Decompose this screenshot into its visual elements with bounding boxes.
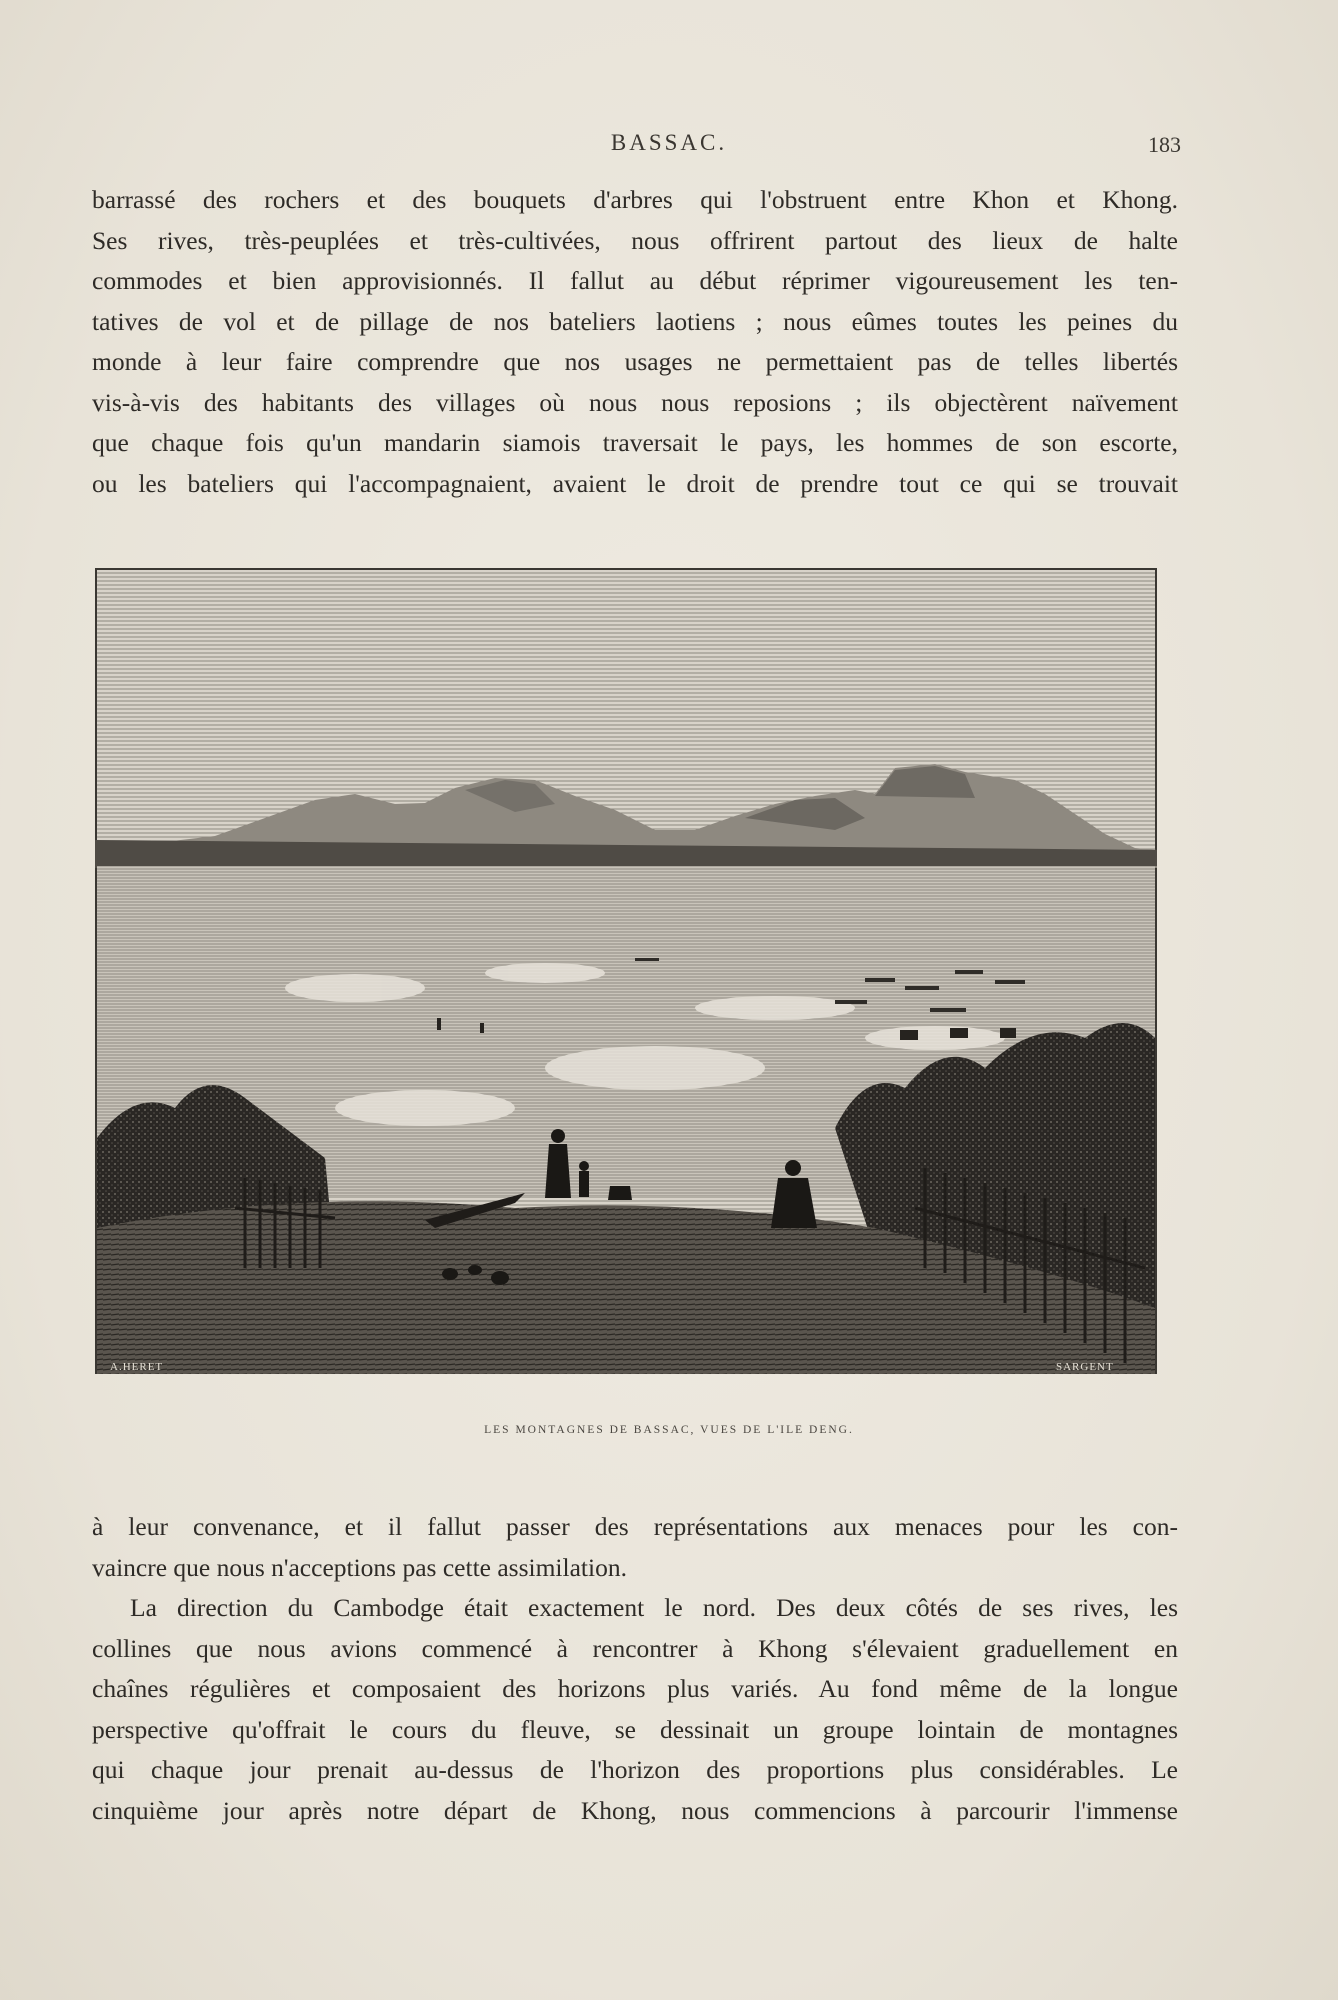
text-line: collines que nous avions commencé à rencontrer à Khong s'élevaient graduellement en bbox=[92, 1633, 1178, 1663]
text-line: barrassé des rochers et des bouquets d'arbres qui l'obstruent entre Khon et Khong. bbox=[92, 185, 1178, 214]
text-line: cinquième jour après notre départ de Khong, nous commencions à parcourir l'immense bbox=[92, 1795, 1178, 1825]
bottom-paragraphs bbox=[92, 1507, 1178, 1831]
text-line: La direction du Cambodge était exactement le nord. Des deux côtés de ses rives, les bbox=[130, 1593, 1178, 1622]
running-head bbox=[0, 130, 1338, 160]
illustration-caption: LES MONTAGNES DE BASSAC, VUES DE L'ILE DENG. bbox=[484, 1424, 854, 1436]
text-line: commodes et bien approvisionnés. Il fallut au début réprimer vigoureusement les ten- bbox=[92, 266, 1178, 295]
text-line: vaincre que nous n'acceptions pas cette assimilation. bbox=[92, 1552, 627, 1582]
engraver-signature-right: SARGENT bbox=[1056, 1361, 1114, 1373]
top-paragraph bbox=[92, 180, 1178, 504]
text-line: que chaque fois qu'un mandarin siamois traversait le pays, les hommes de son escorte, bbox=[92, 428, 1178, 457]
text-line: monde à leur faire comprendre que nos usages ne permettaient pas de telles libertés bbox=[92, 347, 1178, 376]
text-line: tatives de vol et de pillage de nos bateliers laotiens ; nous eûmes toutes les peines du bbox=[92, 306, 1178, 336]
text-line: Ses rives, très-peuplées et très-cultivées, nous offrirent partout des lieux de halte bbox=[92, 225, 1178, 255]
running-title: BASSAC. bbox=[610, 130, 728, 155]
text-line: perspective qu'offrait le cours du fleuve, se dessinait un groupe lointain de montagnes bbox=[92, 1714, 1178, 1744]
engraving-illustration bbox=[95, 568, 1157, 1374]
text-line: à leur convenance, et il fallut passer des représentations aux menaces pour les con- bbox=[92, 1512, 1178, 1541]
text-line: chaînes régulières et composaient des horizons plus variés. Au fond même de la longue bbox=[92, 1674, 1178, 1703]
text-line: qui chaque jour prenait au-dessus de l'horizon des proportions plus considérables. Le bbox=[92, 1755, 1178, 1784]
engraving-plate bbox=[95, 568, 1157, 1374]
text-line: vis-à-vis des habitants des villages où nous nous reposions ; ils objectèrent naïvement bbox=[92, 387, 1178, 417]
page-number: 183 bbox=[1148, 132, 1181, 157]
text-line: ou les bateliers qui l'accompagnaient, avaient le droit de prendre tout ce qui se trouvait bbox=[92, 468, 1178, 498]
engraver-signature-left: A.HERET bbox=[110, 1361, 164, 1373]
